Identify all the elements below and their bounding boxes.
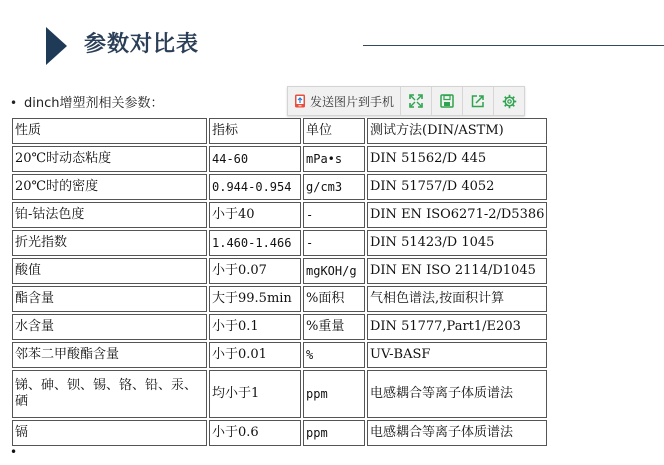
cell-test-method: DIN EN ISO6271-2/D5386 <box>367 202 547 228</box>
parameter-table-body <box>12 118 547 446</box>
cell-value: 小于0.01 <box>209 342 301 368</box>
cell-test-method: 电感耦合等离子体质谱法 <box>367 370 547 418</box>
cell-test-method: DIN 51777,Part1/E203 <box>367 314 547 340</box>
phone-icon <box>294 94 306 108</box>
cell-value: 均小于1 <box>209 370 301 418</box>
cell-value: 0.944-0.954 <box>209 174 301 200</box>
cell-test-method: 气相色谱法,按面积计算 <box>367 286 547 312</box>
cell-property: 酯含量 <box>12 286 207 312</box>
cell-unit: - <box>303 202 365 228</box>
cell-value: 小于40 <box>209 202 301 228</box>
image-toolbar <box>287 86 525 116</box>
table-row <box>12 314 547 340</box>
cell-property: 镉 <box>12 420 207 446</box>
cell-value: 小于0.6 <box>209 420 301 446</box>
cell-unit: - <box>303 230 365 256</box>
cell-property: 20℃时的密度 <box>12 174 207 200</box>
cell-value: 小于0.07 <box>209 258 301 284</box>
header-cell-value: 指标 <box>209 118 301 144</box>
settings-button[interactable] <box>494 87 524 115</box>
cell-value: 大于99.5min <box>209 286 301 312</box>
title-arrow-icon <box>46 27 67 65</box>
table-row <box>12 230 547 256</box>
cell-property: 20℃时动态粘度 <box>12 146 207 172</box>
cell-test-method: UV-BASF <box>367 342 547 368</box>
cell-property: 酸值 <box>12 258 207 284</box>
cell-unit: %面积 <box>303 286 365 312</box>
cell-test-method: DIN 51562/D 445 <box>367 146 547 172</box>
table-row <box>12 258 547 284</box>
cell-unit: mPa•s <box>303 146 365 172</box>
table-row <box>12 146 547 172</box>
expand-button[interactable] <box>401 87 432 115</box>
cell-unit: ppm <box>303 420 365 446</box>
expand-icon <box>409 94 423 108</box>
page-title: 参数对比表 <box>84 32 200 57</box>
save-button[interactable] <box>432 87 463 115</box>
header-cell-property: 性质 <box>12 118 207 144</box>
send-to-phone-button[interactable] <box>288 87 401 115</box>
intro-text: dinch增塑剂相关参数： <box>24 96 164 111</box>
cell-test-method: DIN 51757/D 4052 <box>367 174 547 200</box>
table-row <box>12 370 547 418</box>
table-row <box>12 342 547 368</box>
cell-test-method: DIN EN ISO 2114/D1045 <box>367 258 547 284</box>
parameter-table <box>10 116 549 448</box>
cell-test-method: 电感耦合等离子体质谱法 <box>367 420 547 446</box>
cell-property: 折光指数 <box>12 230 207 256</box>
table-row <box>12 286 547 312</box>
header-cell-unit: 单位 <box>303 118 365 144</box>
table-row <box>12 420 547 446</box>
share-icon <box>471 94 485 108</box>
cell-value: 44-60 <box>209 146 301 172</box>
cell-property: 邻苯二甲酸酯含量 <box>12 342 207 368</box>
gear-icon <box>502 94 517 109</box>
cell-unit: %重量 <box>303 314 365 340</box>
cell-property: 水含量 <box>12 314 207 340</box>
table-row <box>12 174 547 200</box>
cell-property: 铂-钴法色度 <box>12 202 207 228</box>
table-row <box>12 202 547 228</box>
trailing-bullet: • <box>10 445 18 459</box>
table-header-row <box>12 118 547 144</box>
cell-unit: % <box>303 342 365 368</box>
intro-line <box>10 94 164 113</box>
cell-test-method: DIN 51423/D 1045 <box>367 230 547 256</box>
intro-bullet: • <box>10 96 18 110</box>
cell-unit: g/cm3 <box>303 174 365 200</box>
save-icon <box>440 94 454 108</box>
share-button[interactable] <box>463 87 494 115</box>
cell-unit: ppm <box>303 370 365 418</box>
cell-property: 锑、砷、钡、锡、铬、铅、汞、硒 <box>12 370 207 418</box>
header-cell-test-method: 测试方法(DIN/ASTM) <box>367 118 547 144</box>
title-divider <box>363 45 664 46</box>
cell-value: 小于0.1 <box>209 314 301 340</box>
cell-value: 1.460-1.466 <box>209 230 301 256</box>
cell-unit: mgKOH/g <box>303 258 365 284</box>
send-to-phone-label: 发送图片到手机 <box>310 94 395 109</box>
